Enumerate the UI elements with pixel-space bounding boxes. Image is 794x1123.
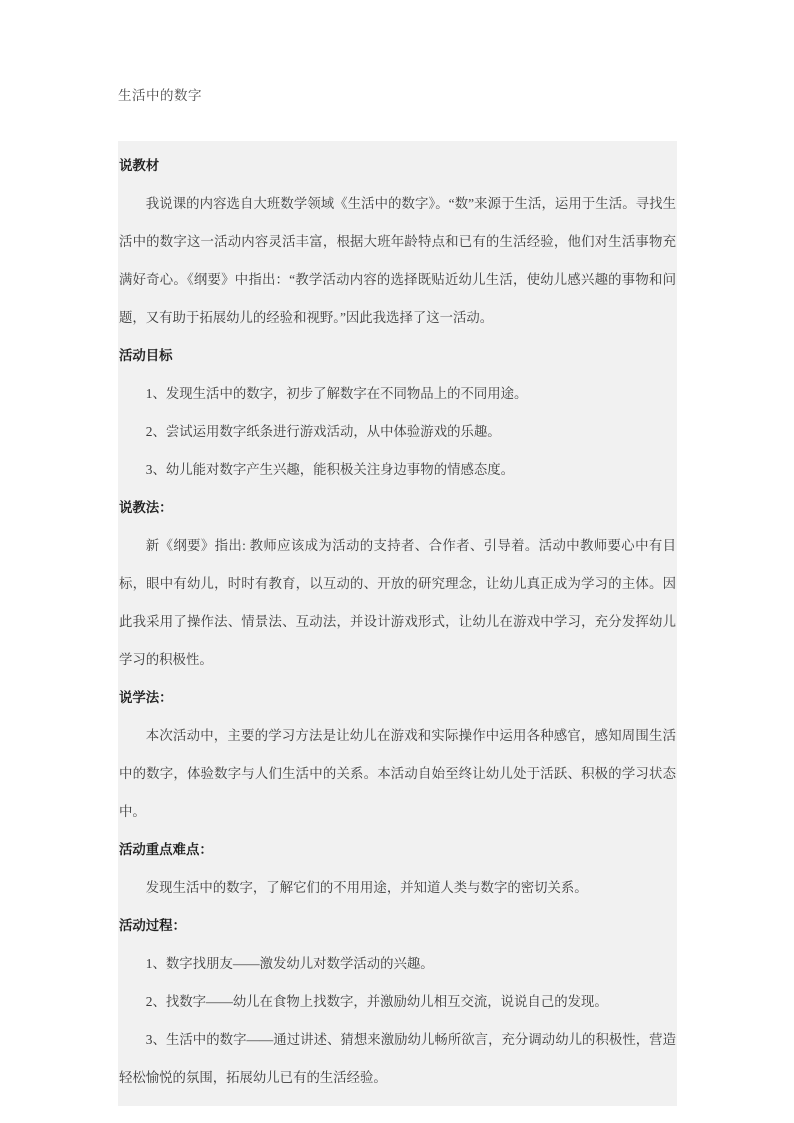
section-activity-goals	[119, 337, 676, 489]
section-textbook-analysis	[119, 147, 676, 337]
paragraph: 我说课的内容选自大班数学领域《生活中的数字》。“数”来源于生活，运用于生活。寻找生活中的数字这一活动内容灵活丰富，根据大班年龄特点和已有的生活经验，他们对生活事物充满好奇心。《纲要》中指出：“教学活动内容的选择既贴近幼儿生活，使幼儿感兴趣的事物和问题，又有助于拓展幼儿的经验和视野。”因此我选择了这一活动。	[119, 196, 676, 325]
section-teaching-methods	[119, 489, 676, 679]
section-key-difficulties	[119, 831, 676, 907]
section-heading: 活动目标	[119, 348, 173, 363]
paragraph: 新《纲要》指出: 教师应该成为活动的支持者、合作者、引导着。活动中教师要心中有目标，眼中有幼儿，时时有教育，以互动的、开放的研究理念，让幼儿真正成为学习的主体。因此我采用了操作法、情景法、互动法，并设计游戏形式，让幼儿在游戏中学习，充分发挥幼儿学习的积极性。	[119, 538, 676, 667]
section-heading: 活动重点难点：	[119, 842, 213, 857]
list-item: 3、幼儿能对数字产生兴趣，能积极关注身边事物的情感态度。	[145, 462, 515, 477]
paragraph: 发现生活中的数字，了解它们的不用用途，并知道人类与数字的密切关系。	[145, 880, 588, 895]
section-heading: 说教材	[119, 158, 160, 173]
list-item: 1、数字找朋友——激发幼儿对数学活动的兴趣。	[145, 956, 434, 971]
section-heading: 说教法：	[119, 500, 173, 515]
list-item: 1、发现生活中的数字，初步了解数字在不同物品上的不同用途。	[145, 386, 528, 401]
document-title: 生活中的数字	[118, 88, 202, 103]
content-block	[118, 141, 677, 1106]
list-item: 2、找数字——幼儿在食物上找数字，并激励幼儿相互交流，说说自己的发现。	[145, 994, 608, 1009]
list-item: 3、生活中的数字——通过讲述、猜想来激励幼儿畅所欲言，充分调动幼儿的积极性，营造轻松愉悦的氛围，拓展幼儿已有的生活经验。	[119, 1032, 676, 1085]
list-item: 2、尝试运用数字纸条进行游戏活动，从中体验游戏的乐趣。	[145, 424, 501, 439]
section-learning-methods	[119, 679, 676, 831]
section-heading: 活动过程：	[119, 918, 186, 933]
section-activity-process	[119, 907, 676, 1097]
paragraph: 本次活动中，主要的学习方法是让幼儿在游戏和实际操作中运用各种感官，感知周围生活中的数字，体验数字与人们生活中的关系。本活动自始至终让幼儿处于活跃、积极的学习状态中。	[119, 728, 676, 819]
section-heading: 说学法：	[119, 690, 173, 705]
